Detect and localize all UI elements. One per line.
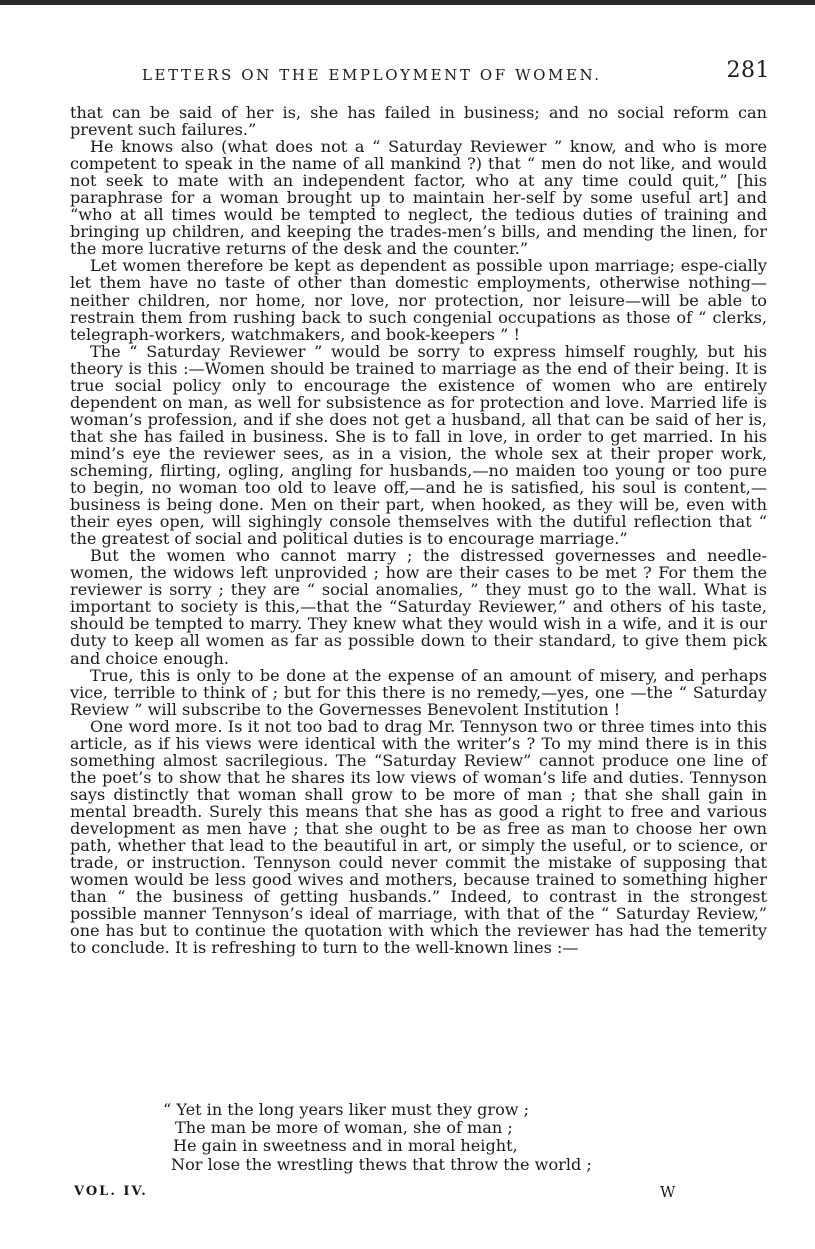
paragraph-6: True, this is only to be done at the expense of an amount of misery, and perhaps vice, terrible to think of ; but for this there is no remedy,—yes, one —the “ Saturday Review ” will subscribe to the Governesses Benevolent Institution ! [70, 665, 767, 719]
poem-line-3: He gain in sweetness and in moral height, [173, 1136, 518, 1156]
article-body [70, 104, 767, 956]
volume-signature: VOL. IV. [74, 1184, 148, 1199]
top-border-rule [0, 0, 815, 5]
paragraph-4: The “ Saturday Reviewer ” would be sorry to express himself roughly, but his theory is this :—Women should be trained to marriage as the end of their being. It is true social policy only to encourage the existence of women who are entirely dependent on man, as well for subsistence as for protection and love. Married life is woman’s profession, and if she does not get a husband, all that can be said of her is, that she has failed in business. She is to fall in love, in order to get married. In his mind’s eye the reviewer sees, as in a vision, the whole sex at their proper work, scheming, flirting, ogling, angling for husbands,—no maiden too young or too pure to begin, no woman too old to leave off,—and he is satisfied, his soul is content,—business is being done. Men on their part, when hooked, as they will be, even with their eyes open, will sighingly console themselves with the dutiful reflection that “ the greatest of social and political duties is to encourage marriage.” [70, 341, 767, 549]
poem-quotation [163, 1100, 695, 1174]
printer-signature-mark: W [660, 1183, 676, 1201]
running-head: LETTERS ON THE EMPLOYMENT OF WOMEN. [142, 66, 602, 84]
poem-line-4: Nor lose the wrestling thews that throw the world ; [171, 1154, 592, 1174]
page-number: 281 [726, 58, 770, 83]
paragraph-7: One word more. Is it not too bad to drag Mr. Tennyson two or three times into this article, as if his views were identical with the writer’s ? To my mind there is in this something almost sacrilegious. The “Saturday Review” cannot produce one line of the poet’s to show that he shares its low views of woman’s life and duties. Tennyson says distinctly that woman shall grow to be more of man ; that she shall gain in mental breadth. Surely this means that she has as good a right to free and various development as men have ; that she ought to be as free as man to choose her own path, whether that lead to the beautiful in art, or simply the useful, or to science, or trade, or instruction. Tennyson could never commit the mistake of supposing that women would be less good wives and mothers, because trained to something higher than “ the business of getting husbands.” Indeed, to contrast in the strongest possible manner Tennyson’s ideal of marriage, with that of the “ Saturday Review,” one has but to continue the quotation with which the reviewer has had the temerity to conclude. It is refreshing to turn to the well-known lines :— [70, 716, 767, 958]
paragraph-1: that can be said of her is, she has failed in business; and no social reform can prevent such failures.” [70, 103, 767, 140]
paragraph-3: Let women therefore be kept as dependent as possible upon marriage; espe-cially let them have no taste of other than domestic employments, otherwise nothing—neither children, nor home, nor love, nor protection, nor leisure—will be able to restrain them from rushing back to such congenial occupations as those of “ clerks, telegraph-workers, watchmakers, and book-keepers ” ! [70, 256, 767, 344]
poem-line-2: The man be more of woman, she of man ; [175, 1118, 513, 1138]
paragraph-2: He knows also (what does not a “ Saturday Reviewer ” know, and who is more competent to speak in the name of all mankind ?) that “ men do not like, and would not seek to mate with an independent factor, who at any time could quit,” [his paraphrase for a woman brought up to maintain her-self by some useful art] and “who at all times would be tempted to neglect, the tedious duties of training and bringing up children, and keeping the trades-men’s bills, and mending the linen, for the more lucrative returns of the desk and the counter.” [70, 137, 767, 259]
poem-line-1: “ Yet in the long years liker must they grow ; [163, 1100, 530, 1119]
page-header [70, 58, 770, 94]
paragraph-5: But the women who cannot marry ; the distressed governesses and needle-women, the widows left unprovided ; how are their cases to be met ? For them the reviewer is sorry ; they are “ social anomalies, ” they must go to the wall. What is important to society is this,—that the “Saturday Reviewer,” and others of his taste, should be tempted to marry. They knew what they would wish in a wife, and it is our duty to keep all women as far as possible down to their standard, to give them pick and choice enough. [70, 546, 767, 668]
